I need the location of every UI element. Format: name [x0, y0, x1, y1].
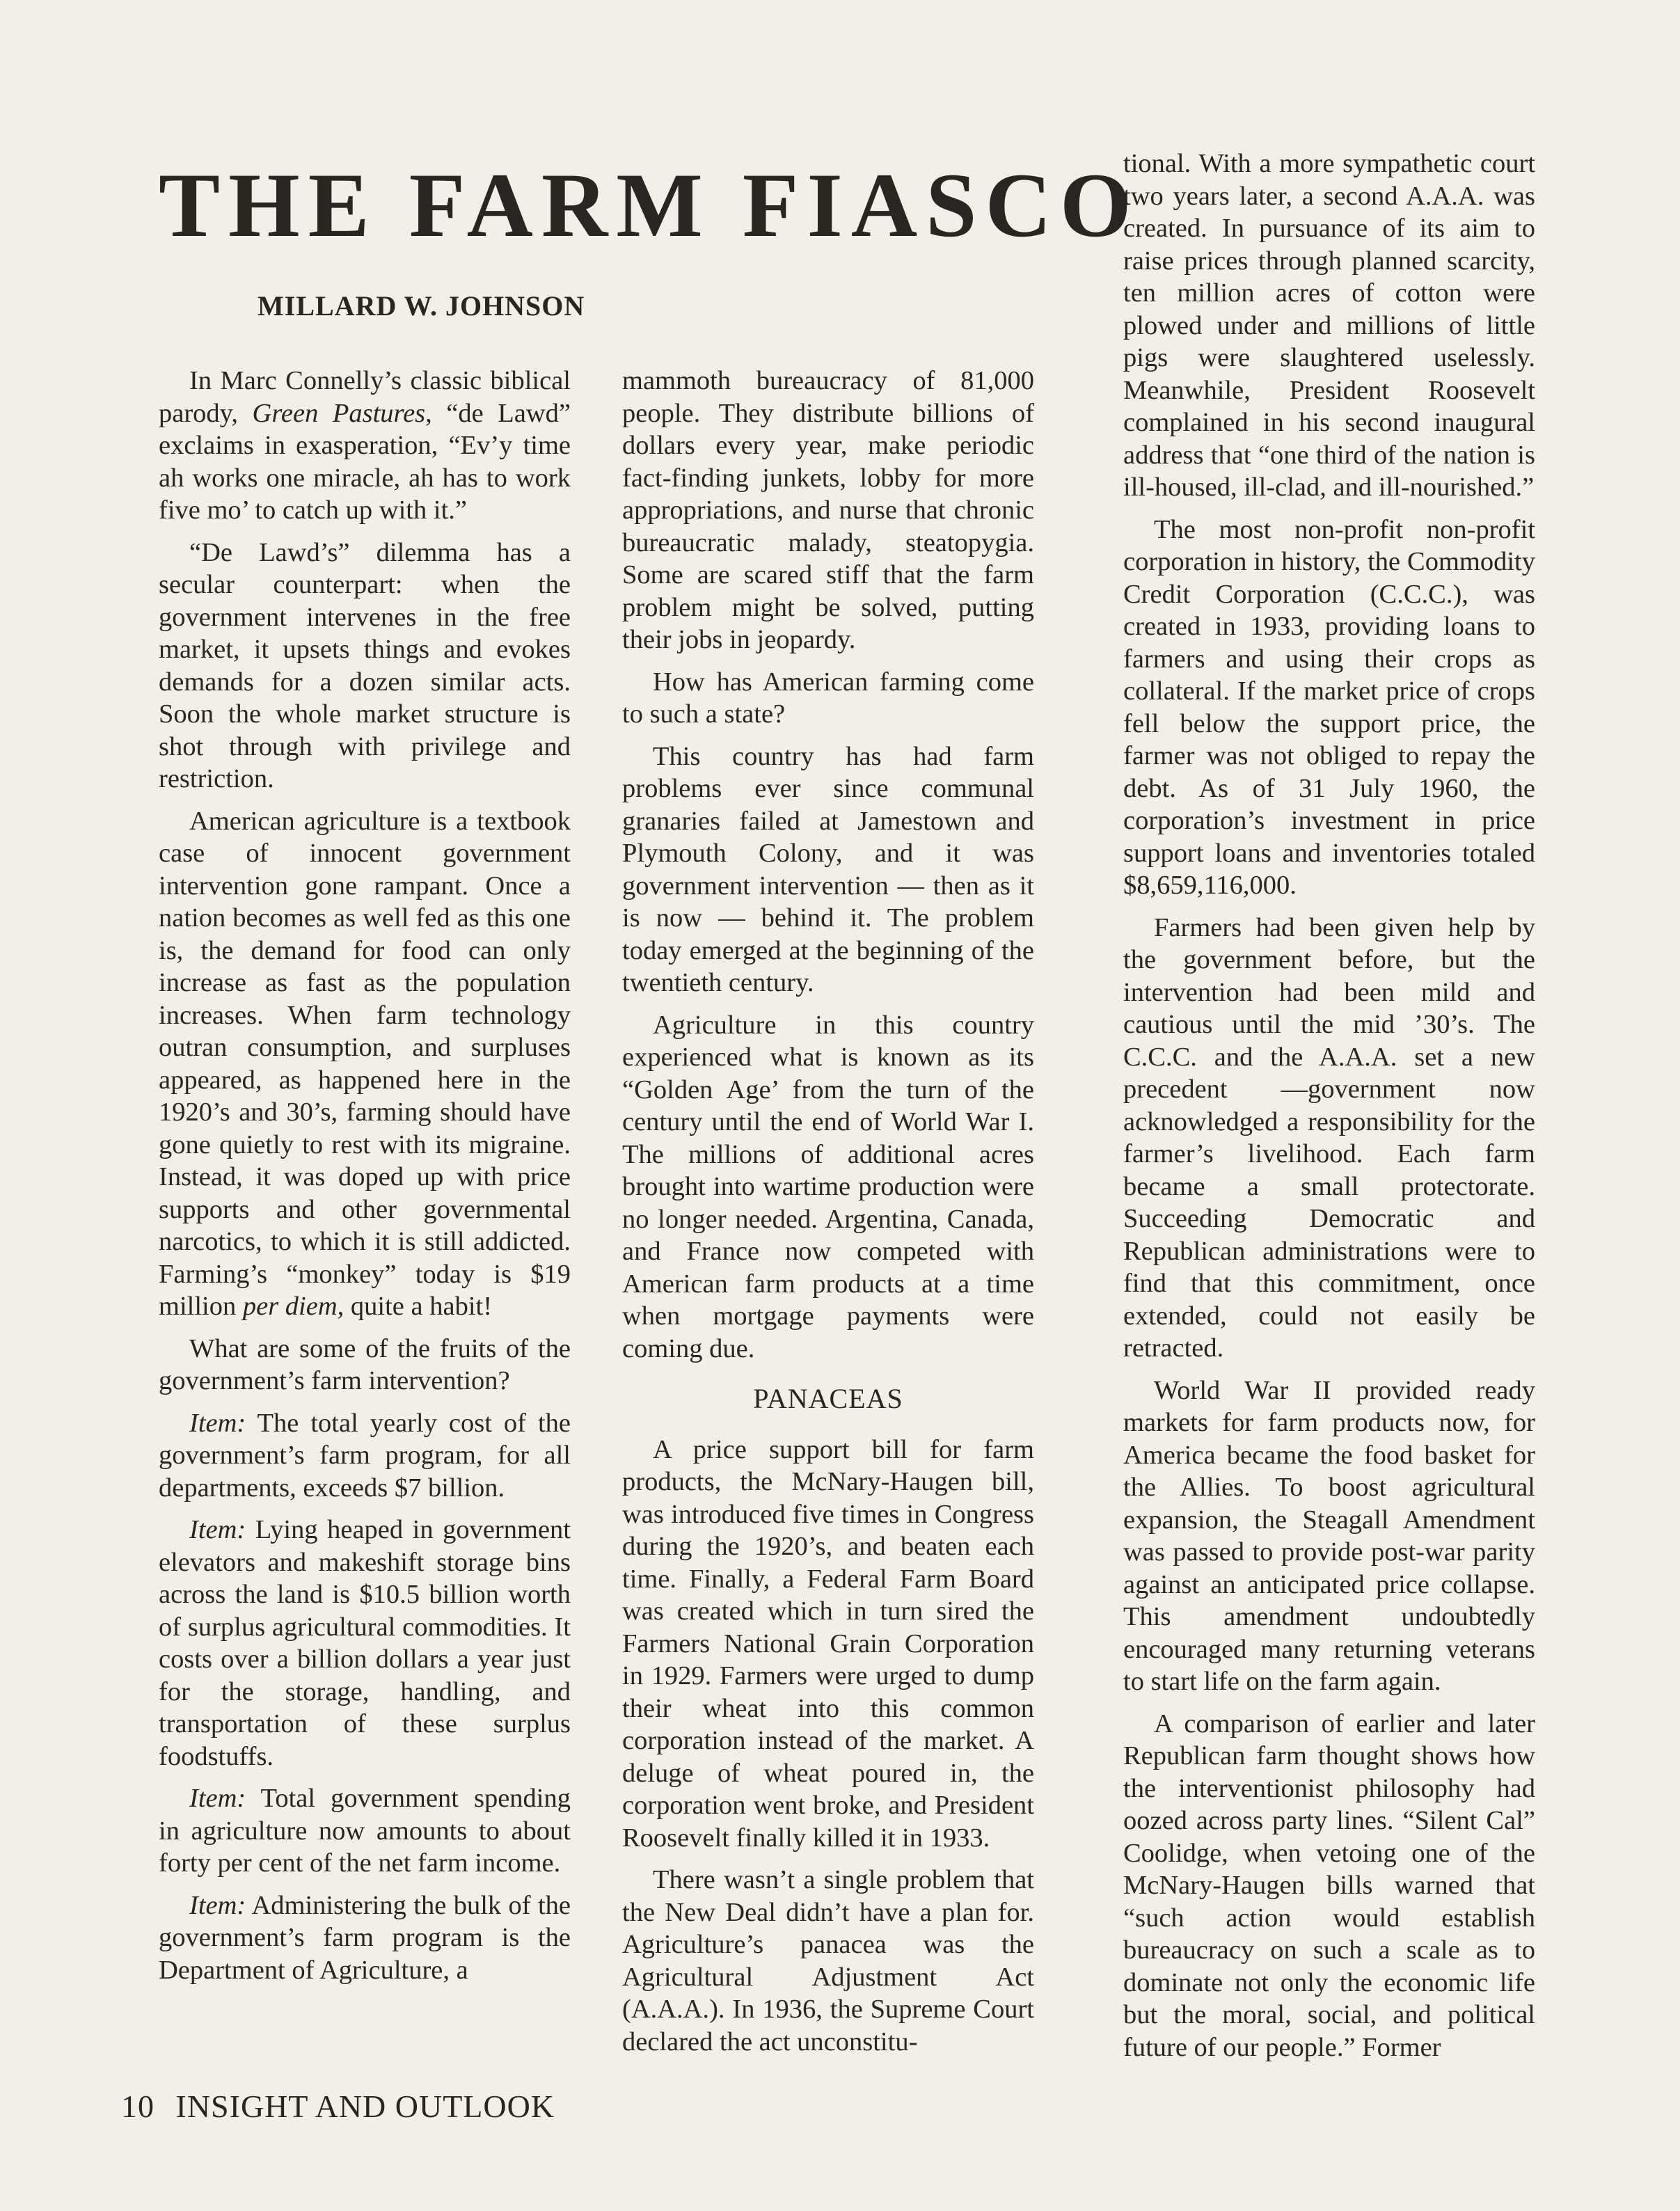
section-heading: PANACEAS	[753, 1383, 903, 1414]
paragraph: “De Lawd’s” dilemma has a secular counterpart: when the government intervenes in the free market, it upsets things and evokes demands for a dozen similar acts. Soon the whole market structure is shot through with privilege and restriction.	[159, 537, 571, 793]
text-column-1	[159, 365, 571, 1996]
paragraph: American agriculture is a textbook case of innocent government intervention gone rampant. Once a nation becomes as well fed as this one is, the demand for food can only increase as fast as the population increases. When farm technology outran consumption, and surpluses appeared, as happened here in the 1920’s and 30’s, farming should have gone quietly to rest with its migraine. Instead, it was doped up with price supports and other governmental narcotics, to which it is still addicted. Farming’s “monkey” today is $19 million per diem, quite a habit!	[159, 806, 571, 1321]
paragraph: What are some of the fruits of the government’s farm intervention?	[159, 1333, 571, 1395]
paragraph: mammoth bureaucracy of 81,000 people. They distribute billions of dollars every year, make periodic fact-finding junkets, lobby for more appropriations, and nurse that chronic bureaucratic malady, steatopygia. Some are scared stiff that the farm problem might be solved, putting their jobs in jeopardy.	[622, 366, 1034, 654]
article-title: THE FARM FIASCO	[159, 154, 1140, 256]
paragraph: A price support bill for farm products, the McNary-Haugen bill, was introduced five times in Congress during the 1920’s, and beaten each time. Finally, a Federal Farm Board was created which in turn sired the Farmers National Grain Corporation in 1929. Farmers were urged to dump their wheat into this common corporation instead of the market. A deluge of wheat poured in, the corporation went broke, and President Roosevelt finally killed it in 1933.	[622, 1434, 1034, 1853]
paragraph: World War II provided ready markets for farm products now, for America became the food basket for the Allies. To boost agricultural expansion, the Steagall Amendment was passed to provide post-war parity against an anticipated price collapse. This amendment undoubtedly encouraged many returning veterans to start life on the farm again.	[1123, 1375, 1535, 1696]
page-number: 10	[121, 2089, 154, 2124]
page-footer	[121, 2088, 555, 2125]
paragraph: Item: Total government spending in agriculture now amounts to about forty per cent of the net farm income.	[159, 1784, 571, 1878]
paragraph: A comparison of earlier and later Republican farm thought shows how the interventionist philosophy had oozed across party lines. “Silent Cal” Coolidge, when vetoing one of the McNary-Haugen bills warned that “such action would establish bureaucracy on such a scale as to dominate not only the economic life but the moral, social, and political future of our people.” Former	[1123, 1709, 1535, 2062]
paragraph: Item: The total yearly cost of the government’s farm program, for all departments, exceeds $7 billion.	[159, 1408, 571, 1503]
magazine-name: INSIGHT AND OUTLOOK	[175, 2089, 555, 2124]
paragraph: Item: Administering the bulk of the government’s farm program is the Department of Agriculture, a	[159, 1890, 571, 1985]
paragraph: The most non-profit non-profit corporation in history, the Commodity Credit Corporation (C.C.C.), was created in 1933, providing loans to farmers and using their crops as collateral. If the market price of crops fell below the support price, the farmer was not obliged to repay the debt. As of 31 July 1960, the corporation’s investment in price support loans and inventories totaled $8,659,116,000.	[1123, 514, 1535, 900]
text-column-3	[1123, 148, 1535, 2073]
paragraph: tional. With a more sympathetic court two years later, a second A.A.A. was created. In pursuance of its aim to raise prices through planned scarcity, ten million acres of cotton were plowed under and millions of little pigs were slaughtered uselessly. Meanwhile, President Roosevelt complained in his second inaugural address that “one third of the nation is ill-housed, ill-clad, and ill-nourished.”	[1123, 149, 1535, 502]
paragraph: There wasn’t a single problem that the New Deal didn’t have a plan for. Agriculture’s panacea was the Agricultural Adjustment Act (A.A.A.). In 1936, the Supreme Court declared the act unconstitu-	[622, 1865, 1034, 2057]
article-author: MILLARD W. JOHNSON	[257, 290, 585, 322]
paragraph: Agriculture in this country experienced what is known as its “Golden Age’ from the turn of the century until the end of World War I. The millions of additional acres brought into wartime production were no longer needed. Argentina, Canada, and France now competed with American farm products at a time when mortgage payments were coming due.	[622, 1010, 1034, 1363]
paragraph: In Marc Connelly’s classic biblical parody, Green Pastures, “de Lawd” exclaims in exasperation, “Ev’y time ah works one miracle, ah has to work five mo’ to catch up with it.”	[159, 366, 571, 525]
paragraph: Farmers had been given help by the government before, but the intervention had been mild and cautious until the mid ’30’s. The C.C.C. and the A.A.A. set a new precedent —government now acknowledged a responsibility for the farmer’s livelihood. Each farm became a small protectorate. Succeeding Democratic and Republican administrations were to find that this commitment, once extended, could not easily be retracted.	[1123, 912, 1535, 1363]
text-column-2	[622, 365, 1034, 2068]
paragraph: How has American farming come to such a state?	[622, 667, 1034, 729]
paragraph: This country has had farm problems ever since communal granaries failed at Jamestown and Plymouth Colony, and it was government intervention — then as it is now — behind it. The problem today emerged at the beginning of the twentieth century.	[622, 741, 1034, 997]
paragraph: Item: Lying heaped in government elevators and makeshift storage bins across the land is $10.5 billion worth of surplus agricultural commodities. It costs over a billion dollars a year just for the storage, handling, and transportation of these surplus foodstuffs.	[159, 1515, 571, 1771]
